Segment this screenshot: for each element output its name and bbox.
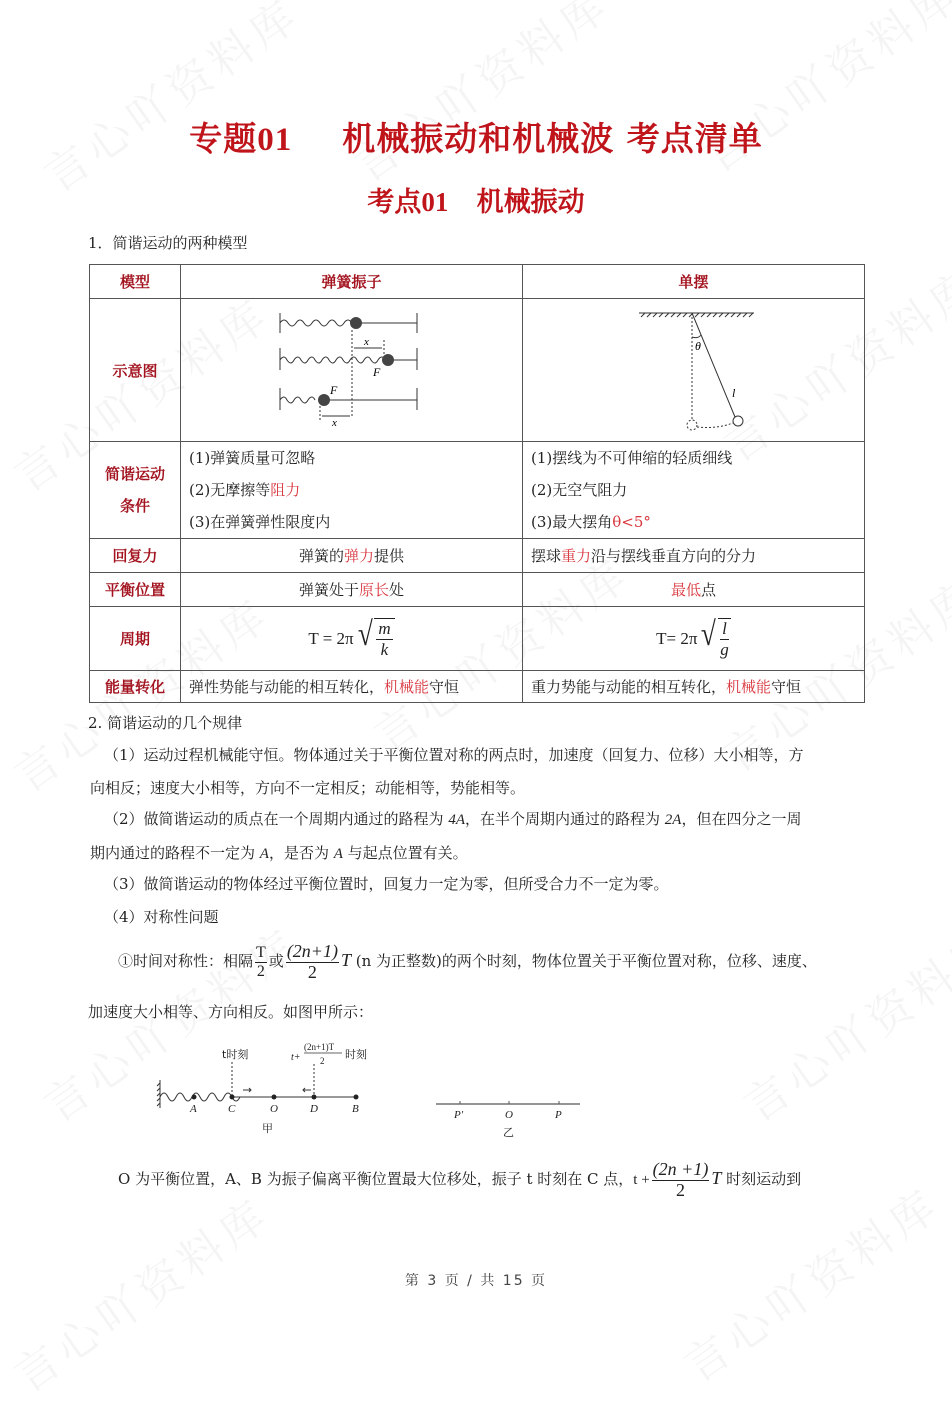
svg-text:C: C	[228, 1103, 236, 1115]
svg-text:(2n+1)T: (2n+1)T	[304, 1042, 335, 1052]
svg-text:t时刻: t时刻	[222, 1048, 249, 1061]
models-table	[89, 264, 865, 703]
time-symmetry: ①时间对称性：相隔 $\frac{T}{2}$ 或 $\frac{(2n+1)}{2}$ T (n 为正整数)的两个时刻，物体位置关于平衡位置对称，位移、速度、	[118, 940, 817, 982]
rule-1	[90, 739, 870, 805]
rule-1-line-2: 向相反；速度大小相等，方向不一定相反；动能相等，势能相等。	[90, 779, 526, 797]
label-energy: 能量转化	[90, 671, 181, 703]
svg-text:x: x	[363, 336, 369, 348]
rule-3: （3）做简谐运动的物体经过平衡位置时，回复力一定为零，但所受合力不一定为零。	[104, 875, 669, 893]
label-equilibrium: 平衡位置	[90, 573, 181, 607]
svg-text:P′: P′	[454, 1109, 464, 1121]
table-row-restoring-force	[90, 539, 865, 573]
table-row-diagram	[90, 299, 865, 442]
svg-text:B: B	[352, 1103, 359, 1115]
spring-condition-1: (1)弹簧质量可忽略	[189, 449, 316, 467]
svg-text:A: A	[190, 1103, 197, 1115]
watermark	[29, 0, 311, 204]
rule-1-line-1: （1）运动过程机械能守恒。物体通过关于平衡位置对称的两点时，加速度（回复力、位移）大小相等，方	[104, 746, 804, 764]
svg-text:P: P	[555, 1109, 562, 1121]
rule-2-line-2: 期内通过的路程不一定为 A，是否为 A 与起点位置有关。	[90, 844, 468, 862]
table-row-energy	[90, 671, 865, 703]
header-pendulum: 单摆	[523, 265, 865, 299]
pendulum-restoring-force: 摆球重力沿与摆线垂直方向的分力	[523, 539, 865, 573]
watermark	[339, 0, 621, 194]
section-heading-1: 1．简谐运动的两种模型	[88, 234, 248, 252]
label-conditions	[90, 442, 181, 539]
simple-pendulum-diagram	[629, 303, 759, 433]
oscillator-description: O 为平衡位置，A、B 为振子偏离平衡位置最大位移处，振子 t 时刻在 C 点，t + $\frac{(2n +1)}{2}$ T 时刻运动到	[118, 1158, 802, 1200]
label-conditions-line1: 简谐运动	[104, 465, 165, 483]
svg-text:θ: θ	[694, 339, 701, 353]
section-heading-2: 2. 简谐运动的几个规律	[88, 714, 243, 732]
svg-text:时刻: 时刻	[345, 1048, 367, 1061]
svg-text:2: 2	[320, 1056, 325, 1066]
spring-restoring-force: 弹簧的弹力提供	[181, 539, 523, 573]
spring-condition-3: (3)在弹簧弹性限度内	[189, 513, 331, 531]
svg-text:O: O	[505, 1109, 513, 1121]
pendulum-diagram-cell	[523, 299, 865, 442]
spring-equilibrium: 弹簧处于原长处	[181, 573, 523, 607]
pendulum-energy: 重力势能与动能的相互转化，机械能守恒	[523, 671, 865, 703]
figure-jia-diagram	[150, 1040, 390, 1140]
rule-2	[90, 803, 870, 871]
figure-yi-diagram	[430, 1090, 590, 1145]
spring-energy: 弹性势能与动能的相互转化，机械能守恒	[181, 671, 523, 703]
label-period: 周期	[90, 607, 181, 671]
page-number: 第 3 页 / 共 15 页	[404, 1273, 548, 1289]
spring-conditions	[181, 442, 523, 539]
pendulum-conditions	[523, 442, 865, 539]
pendulum-condition-1: (1)摆线为不可伸缩的轻质细线	[531, 449, 733, 467]
watermark	[0, 1180, 281, 1404]
svg-text:l: l	[731, 386, 735, 400]
svg-text:乙: 乙	[503, 1126, 514, 1139]
header-spring: 弹簧振子	[181, 265, 523, 299]
svg-text:D: D	[310, 1103, 318, 1115]
time-symmetry-line-2: 加速度大小相等、方向相反。如图甲所示：	[88, 1003, 374, 1021]
pendulum-period-formula: T= 2π √ $\frac{l}{g}$	[523, 607, 865, 671]
pendulum-equilibrium: 最低点	[523, 573, 865, 607]
table-row-period	[90, 607, 865, 671]
svg-text:x: x	[331, 417, 337, 428]
svg-text:F: F	[372, 365, 380, 379]
page-title: 专题01 机械振动和机械波 考点清单	[189, 119, 763, 158]
spring-diagram-cell	[181, 299, 523, 442]
label-restoring-force: 回复力	[90, 539, 181, 573]
header-model: 模型	[90, 265, 181, 299]
rule-2-line-1: （2）做简谐运动的质点在一个周期内通过的路程为 4A，在半个周期内通过的路程为 2A，但在四分之一周	[104, 810, 802, 828]
label-diagram: 示意图	[90, 299, 181, 442]
rule-4-heading: （4）对称性问题	[104, 908, 219, 926]
page-subtitle: 考点01 机械振动	[367, 187, 585, 218]
svg-text:甲: 甲	[262, 1122, 273, 1135]
pendulum-condition-3: (3)最大摆角θ<5°	[531, 513, 651, 531]
spring-condition-2: (2)无摩擦等阻力	[189, 481, 301, 499]
label-conditions-line2: 条件	[119, 497, 150, 515]
svg-text:O: O	[270, 1103, 278, 1115]
svg-text:F: F	[329, 383, 337, 397]
spring-period-formula: T = 2π √ $\frac{m}{k}$	[181, 607, 523, 671]
pendulum-condition-2: (2)无空气阻力	[531, 481, 628, 499]
spring-oscillator-diagram	[272, 308, 432, 428]
table-row-equilibrium	[90, 573, 865, 607]
svg-text:t+: t+	[291, 1052, 301, 1063]
table-row-conditions	[90, 442, 865, 539]
table-row-header	[90, 265, 865, 299]
